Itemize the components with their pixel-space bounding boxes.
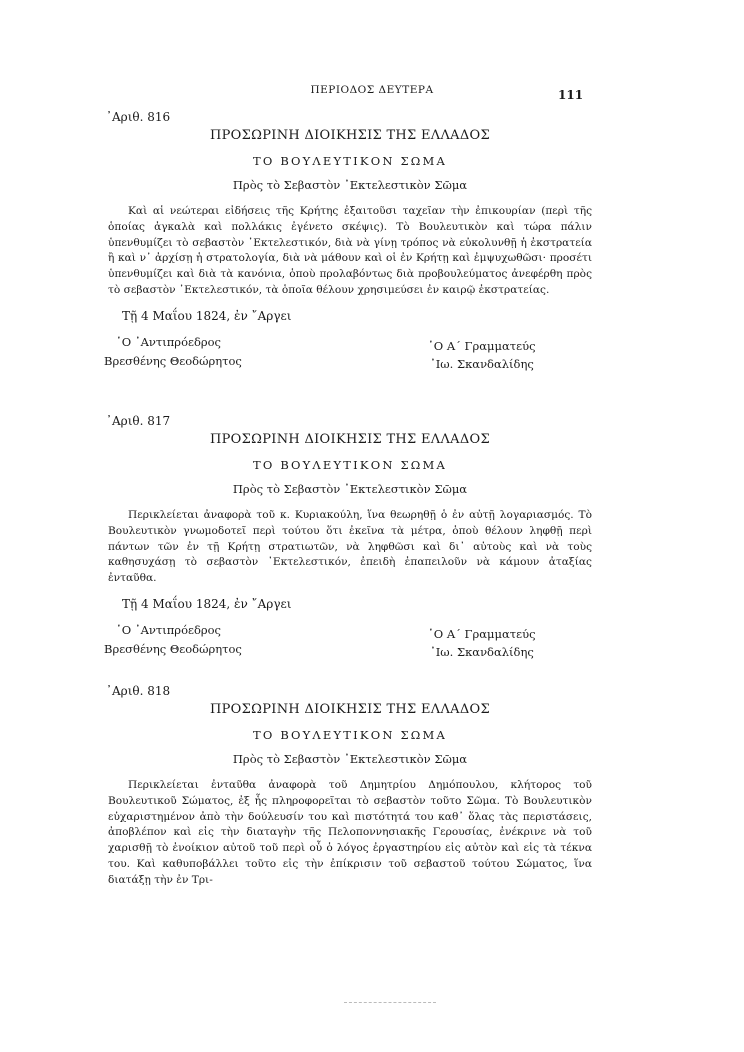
- footer-divider: [344, 1002, 436, 1003]
- signature-vice-president: [104, 621, 242, 659]
- signature-name: Βρεσθένης Θεοδώρητος: [104, 641, 242, 656]
- document-subtitle: ΤΟ ΒΟΥΛΕΥΤΙΚΟΝ ΣΩΜΑ: [252, 154, 447, 168]
- document-title: ΠΡΟΣΩΡΙΝΗ ΔΙΟΙΚΗΣΙΣ ΤΗΣ ΕΛΛΑΔΟΣ: [210, 432, 490, 447]
- document-817: [104, 414, 592, 661]
- document-subtitle: ΤΟ ΒΟΥΛΕΥΤΙΚΟΝ ΣΩΜΑ: [252, 728, 447, 742]
- signature-title: ῾Ο Α΄ Γραμματεύς: [428, 626, 536, 641]
- document-addressee: Πρὸς τὸ Σεβαστὸν ᾿Εκτελεστικὸν Σῶμα: [232, 178, 468, 192]
- running-head: ΠΕΡΙΟΔΟΣ ΔΕΥΤΕΡΑ: [310, 84, 434, 96]
- signature-title: ῾Ο ᾿Αντιπρόεδρος: [116, 622, 221, 637]
- signatures: [104, 333, 592, 373]
- signature-title: ῾Ο ᾿Αντιπρόεδρος: [116, 334, 221, 349]
- document-subtitle: ΤΟ ΒΟΥΛΕΥΤΙΚΟΝ ΣΩΜΑ: [252, 458, 447, 472]
- document-816: [104, 110, 592, 373]
- signature-name: ᾿Ιω. Σκανδαλίδης: [430, 644, 534, 659]
- document-number: ᾿Αριθ. 816: [106, 110, 171, 124]
- document-818: [108, 684, 592, 889]
- document-addressee: Πρὸς τὸ Σεβαστὸν ᾿Εκτελεστικὸν Σῶμα: [232, 752, 468, 766]
- document-date: Τῇ 4 Μαΐου 1824, ἐν ῎Αργει: [122, 308, 292, 323]
- document-title: ΠΡΟΣΩΡΙΝΗ ΔΙΟΙΚΗΣΙΣ ΤΗΣ ΕΛΛΑΔΟΣ: [210, 702, 490, 717]
- document-date: Τῇ 4 Μαΐου 1824, ἐν ῎Αργει: [122, 596, 292, 611]
- document-body: Περικλείεται ἀναφορὰ τοῦ κ. Κυριακούλη, ἵνα θεωρηθῇ ὁ ἐν αὐτῇ λογαριασμός. Τὸ Βουλευτικὸν γνωμοδοτεῖ περὶ τούτου ὅτι ἐκεῖνα τὰ μέτρα, ὁποὺ θέλουν ληφθῇ περὶ πάντων τῶν ἐν τῇ Κρήτῃ στρατιωτῶν, νὰ ληφθῶσι καὶ δι᾿ αὐτοὺς καὶ νὰ τοὺς καθησυχάσῃ τὸ σεβαστὸν ᾿Εκτελεστικόν, ἐπειδὴ ἐπαπειλοῦν νὰ κάμουν ἀταξίας ἐνταῦθα.: [108, 509, 592, 585]
- signature-vice-president: [104, 333, 242, 371]
- signature-name: ᾿Ιω. Σκανδαλίδης: [430, 356, 534, 371]
- signature-secretary: [428, 337, 536, 373]
- page-number: 111: [558, 88, 584, 102]
- signature-secretary: [428, 625, 536, 661]
- document-title: ΠΡΟΣΩΡΙΝΗ ΔΙΟΙΚΗΣΙΣ ΤΗΣ ΕΛΛΑΔΟΣ: [210, 128, 490, 143]
- document-body: Καὶ αἱ νεώτεραι εἰδήσεις τῆς Κρήτης ἐξαιτοῦσι ταχεῖαν τὴν ἐπικουρίαν (περὶ τῆς ὁποίας ἀγκαλὰ καὶ πολλάκις ἐγένετο σκέψις). Τὸ Βουλευτικὸν καὶ τώρα πάλιν ὑπενθυμίζει τὸ σεβαστὸν ᾿Εκτελεστικόν, διὰ νὰ γίνῃ τρόπος νὰ εὐκολυνθῇ ἡ ἐκστρατεία ἢ καὶ ν᾿ ἀρχίσῃ ἡ στρατολογία, διὰ νὰ μάθουν καὶ οἱ ἐν Κρήτῃ καὶ ἐμψυχωθῶσι· προσέτι ὑπενθυμίζει καὶ διὰ τὰ κανόνια, ὁποὺ προλαβόντως διὰ προβουλεύματος ἀνεφέρθη πρὸς τὸ σεβαστὸν ᾿Εκτελεστικόν, τὰ ὁποῖα θέλουν χρησιμεύσει ἐν καιρῷ ἐκστρατείας.: [108, 205, 592, 296]
- signature-title: ῾Ο Α΄ Γραμματεύς: [428, 338, 536, 353]
- document-addressee: Πρὸς τὸ Σεβαστὸν ᾿Εκτελεστικὸν Σῶμα: [232, 482, 468, 496]
- signature-name: Βρεσθένης Θεοδώρητος: [104, 353, 242, 368]
- document-number: ᾿Αριθ. 818: [106, 684, 171, 698]
- document-number: ᾿Αριθ. 817: [106, 414, 171, 428]
- document-body: Περικλείεται ἐνταῦθα ἀναφορὰ τοῦ Δημητρίου Δημόπουλου, κλήτορος τοῦ Βουλευτικοῦ Σώματος, ἐξ ἧς πληροφορεῖται τὸ σεβαστὸν τοῦτο Σῶμα. Τὸ Βουλευτικὸν εὐχαριστημένον ἀπὸ τὴν δούλευσίν του καὶ πιστότητά του καθ᾿ ὅλας τὰς περιστάσεις, ἀποβλέπον καὶ εἰς τὴν διαταγὴν τῆς Πελοποννησιακῆς Γερουσίας, ἐνέκρινε νὰ τοῦ χαρισθῇ τὸ ἐνοίκιον αὐτοῦ τοῦ περὶ οὗ ὁ λόγος ἐργαστηρίου εἰς αὐτὸν καὶ εἰς τὰ τέκνα του. Καὶ καθυποβάλλει τοῦτο εἰς τὴν ἐπίκρισιν τοῦ σεβαστοῦ τούτου Σώματος, ἵνα διατάξῃ τὴν ἐν Τρι-: [108, 779, 592, 886]
- signatures: [104, 621, 592, 661]
